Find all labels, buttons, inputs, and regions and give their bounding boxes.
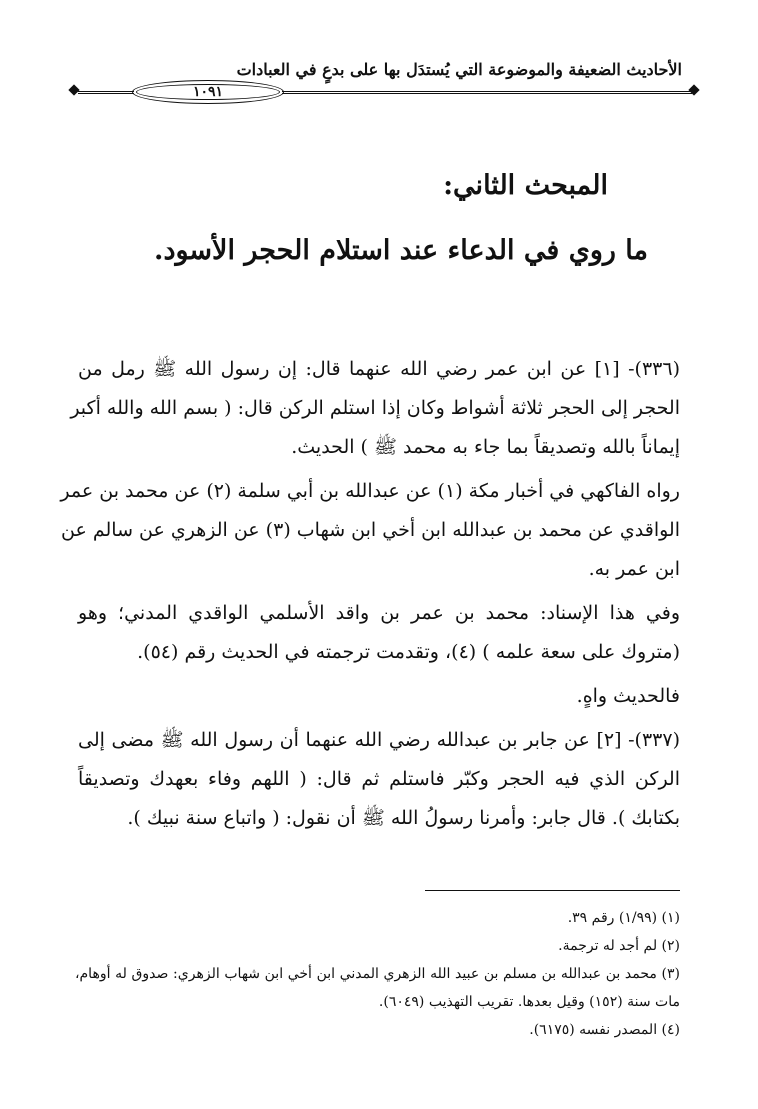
- text-line: الركن الذي فيه الحجر وكبّر فاستلم ثم قال: ( اللهم وفاء بعهدك وتصديقاً: [78, 768, 680, 790]
- text-line: ابن عمر به.: [588, 558, 680, 580]
- footnote: مات سنة (١٥٢) وقيل بعدها. تقريب التهذيب (٦٠٤٩).: [378, 994, 680, 1010]
- text-line: (٣٣٧)- [٢] عن جابر بن عبدالله رضي الله عنهما أن رسول الله ﷺ مضى إلى: [78, 729, 680, 751]
- text-line: وفي هذا الإسناد: محمد بن عمر بن واقد الأسلمي الواقدي المدني؛ وهو: [78, 602, 680, 624]
- text-line: (٣٣٦)- [١] عن ابن عمر رضي الله عنهما قال: إن رسول الله ﷺ رمل من: [78, 358, 680, 380]
- header-rule: [78, 91, 134, 94]
- page-number: ١٠٩١: [132, 80, 284, 104]
- header-rule: [282, 91, 692, 94]
- footnotes: [75, 904, 680, 1044]
- footnote: (٢) لم أجد له ترجمة.: [558, 938, 680, 954]
- body-text: [60, 350, 680, 838]
- text-line: رواه الفاكهي في أخبار مكة (١) عن عبدالله بن أبي سلمة (٢) عن محمد بن عمر: [60, 480, 680, 502]
- page-header: [70, 60, 700, 106]
- running-title: الأحاديث الضعيفة والموضوعة التي يُستدَل بها على بدعٍ في العبادات: [236, 60, 682, 79]
- text-line: بكتابك ). قال جابر: وأمرنا رسولُ الله ﷺ أن نقول: ( واتباع سنة نبيك ).: [127, 807, 680, 829]
- text-line: الحجر إلى الحجر ثلاثة أشواط وكان إذا استلم الركن قال: ( بسم الله والله أكبر: [70, 397, 680, 419]
- footnote: (١) (١/٩٩) رقم ٣٩.: [567, 910, 680, 926]
- text-line: (متروك على سعة علمه ) (٤)، وتقدمت ترجمته في الحديث رقم (٥٤).: [137, 641, 680, 663]
- text-line: فالحديث واهٍ.: [576, 685, 680, 707]
- text-line: إيماناً بالله وتصديقاً بما جاء به محمد ﷺ ) الحديث.: [291, 436, 680, 458]
- footnote-separator: [425, 890, 680, 891]
- section-title: ما روي في الدعاء عند استلام الحجر الأسود.: [154, 235, 648, 266]
- section-heading: المبحث الثاني:: [443, 170, 608, 201]
- footnote: (٣) محمد بن عبدالله بن مسلم بن عبيد الله الزهري المدني ابن أخي ابن شهاب الزهري: صدوق له أوهام،: [75, 966, 680, 982]
- text-line: الواقدي عن محمد بن عبدالله ابن أخي ابن شهاب (٣) عن الزهري عن سالم عن: [61, 519, 680, 541]
- footnote: (٤) المصدر نفسه (٦١٧٥).: [529, 1022, 680, 1038]
